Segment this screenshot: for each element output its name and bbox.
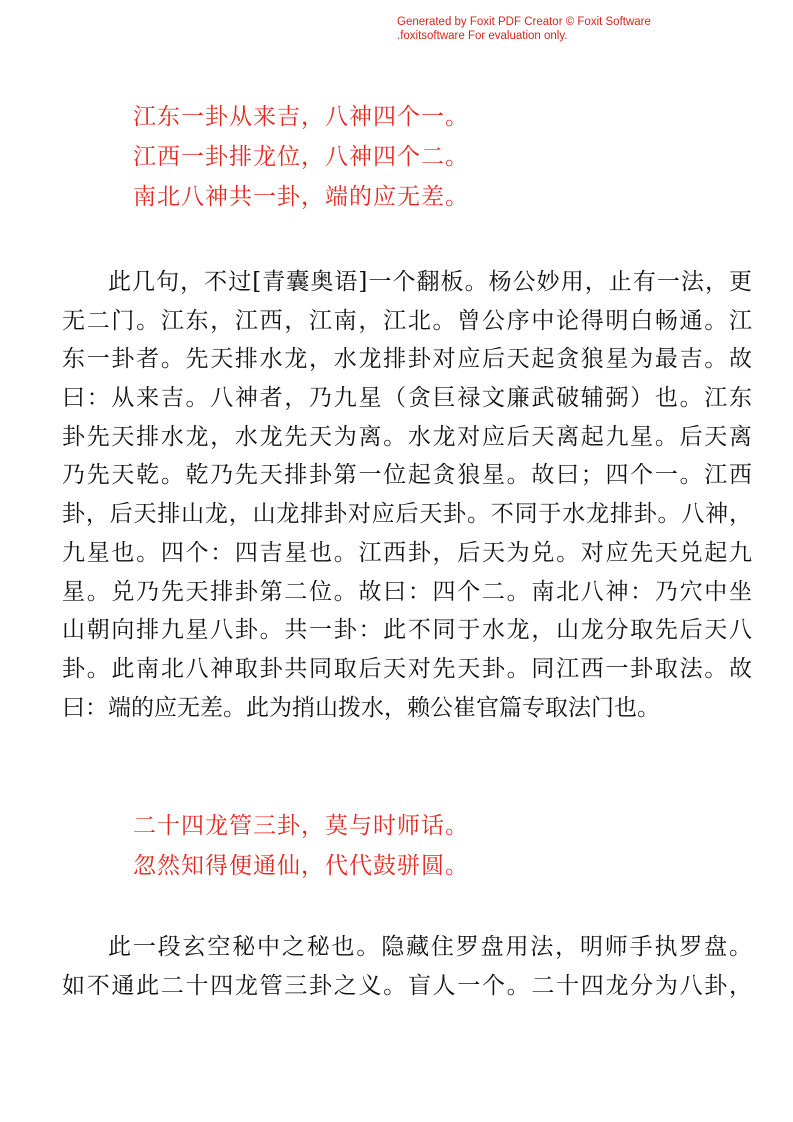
paragraph-line: 曰：端的应无差。此为捎山拨水，赖公崔官篇专取法门也。 — [62, 694, 660, 721]
paragraph-line: 乃先天乾。乾乃先天排卦第一位起贪狼星。故曰；四个一。江西 — [62, 462, 752, 489]
paragraph-line: 无二门。江东，江西，江南，江北。曾公序中论得明白畅通。江 — [62, 307, 752, 334]
verse-line: 南北八神共一卦，端的应无差。 — [133, 184, 469, 210]
verse-line: 二十四龙管三卦，莫与时师话。 — [133, 813, 469, 839]
watermark-line-1: Generated by Foxit PDF Creator © Foxit Software — [397, 16, 651, 28]
paragraph-line: 东一卦者。先天排水龙，水龙排卦对应后天起贪狼星为最吉。故 — [62, 346, 752, 373]
verse-line: 江东一卦从来吉，八神四个一。 — [133, 104, 469, 130]
paragraph-line: 此几句，不过[青囊奥语]一个翻板。杨公妙用，止有一法，更 — [108, 269, 752, 295]
verse-line: 忽然知得便通仙，代代鼓骈圆。 — [133, 853, 469, 879]
paragraph-line: 星。兑乃先天排卦第二位。故曰：四个二。南北八神：乃穴中坐 — [62, 578, 752, 605]
paragraph-line: 卦先天排水龙，水龙先天为离。水龙对应后天离起九星。后天离 — [62, 423, 752, 450]
paragraph-line: 此一段玄空秘中之秘也。隐藏住罗盘用法，明师手执罗盘。 — [108, 934, 752, 960]
commentary-paragraph-2 — [62, 928, 752, 1005]
watermark-line-2: .foxitsoftware For evaluation only. — [397, 30, 568, 42]
verse-line: 江西一卦排龙位，八神四个二。 — [133, 144, 469, 170]
paragraph-line: 曰：从来吉。八神者，乃九星（贪巨禄文廉武破辅弼）也。江东 — [62, 385, 752, 412]
paragraph-line: 山朝向排九星八卦。共一卦：此不同于水龙，山龙分取先后天八 — [62, 617, 752, 644]
verse-block-2 — [133, 806, 469, 886]
paragraph-line: 卦，后天排山龙，山龙排卦对应后天卦。不同于水龙排卦。八神， — [62, 501, 752, 528]
paragraph-line: 如不通此二十四龙管三卦之义。盲人一个。二十四龙分为八卦， — [62, 972, 752, 999]
paragraph-line: 卦。此南北八神取卦共同取后天对先天卦。同江西一卦取法。故 — [62, 655, 752, 682]
paragraph-line: 九星也。四个：四吉星也。江西卦，后天为兑。对应先天兑起九 — [62, 539, 752, 566]
foxit-watermark — [397, 15, 651, 43]
verse-block-1 — [133, 97, 469, 217]
commentary-paragraph-1 — [62, 263, 752, 727]
